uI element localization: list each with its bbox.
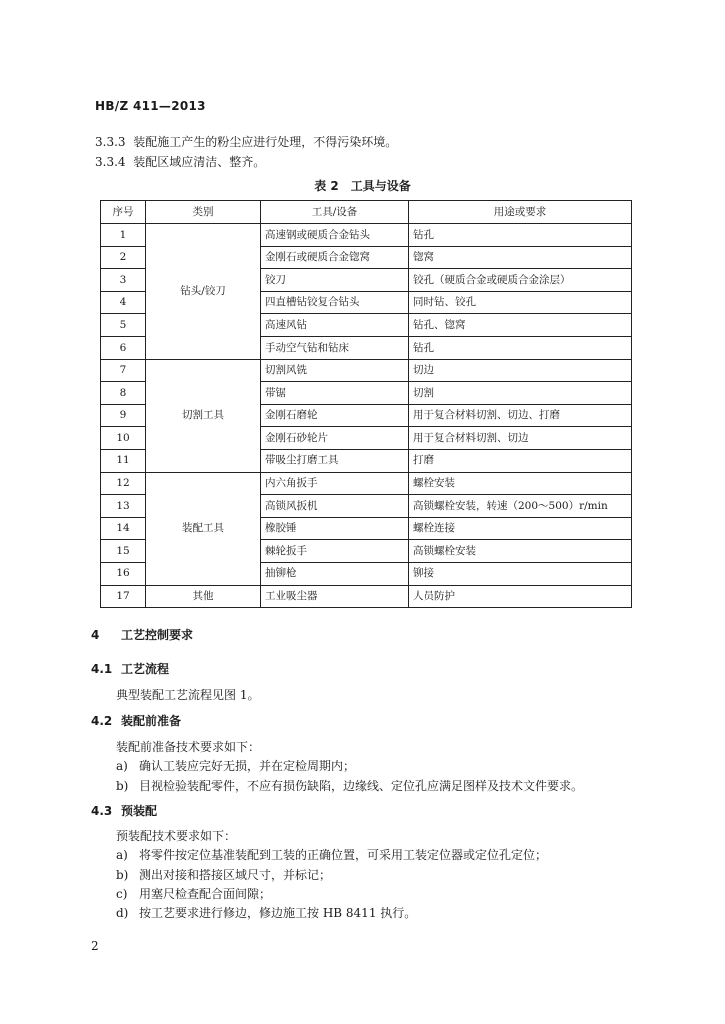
cell-seq: 17	[101, 585, 146, 608]
item-text: 将零件按定位基准装配到工装的正确位置，可采用工装定位器或定位孔定位；	[139, 848, 548, 862]
cell-category: 切割工具	[146, 359, 261, 472]
cell-use: 高锁螺栓安装，转速（200～500）r/min	[409, 495, 632, 518]
clause-text: 装配施工产生的粉尘应进行处理，不得污染环境。	[133, 135, 398, 149]
table-row	[101, 472, 632, 495]
table-caption: 表 2 工具与设备	[314, 179, 411, 193]
item-text: 测出对接和搭接区域尺寸，并标记；	[139, 868, 332, 882]
cell-seq: 9	[101, 404, 146, 427]
clause-3-3-4	[95, 153, 265, 170]
section-number: 4.1	[91, 662, 113, 676]
table-header-row	[101, 201, 632, 224]
header-use: 用途或要求	[409, 201, 632, 224]
cell-tool: 手动空气钻和钻床	[261, 336, 409, 359]
item-text: 确认工装应完好无损，并在定检周期内；	[139, 759, 356, 773]
cell-tool: 内六角扳手	[261, 472, 409, 495]
s43-item-d	[116, 904, 416, 921]
section-number: 4.2	[91, 714, 113, 728]
cell-seq: 6	[101, 336, 146, 359]
cell-use: 高锁螺栓安装	[409, 540, 632, 563]
cell-seq: 7	[101, 359, 146, 382]
cell-seq: 14	[101, 517, 146, 540]
cell-seq: 8	[101, 382, 146, 405]
cell-seq: 2	[101, 246, 146, 269]
section-4-3-heading	[91, 802, 157, 819]
s41-body: 典型装配工艺流程见图 1。	[116, 688, 260, 702]
clause-number: 3.3.4	[95, 155, 126, 169]
section-4-2-heading	[91, 712, 181, 729]
cell-use: 用于复合材料切割、切边	[409, 427, 632, 450]
section-title: 工艺控制要求	[121, 628, 194, 642]
section-4-heading	[91, 626, 193, 643]
cell-use: 切割	[409, 382, 632, 405]
item-marker: a)	[116, 759, 128, 773]
section-4-1-heading	[91, 660, 169, 677]
item-text: 用塞尺检查配合面间隙；	[139, 887, 272, 901]
cell-use: 用于复合材料切割、切边、打磨	[409, 404, 632, 427]
clause-3-3-3	[95, 133, 397, 150]
cell-seq: 12	[101, 472, 146, 495]
cell-use: 人员防护	[409, 585, 632, 608]
s42-item-b	[116, 777, 583, 794]
cell-seq: 11	[101, 449, 146, 472]
cell-category: 装配工具	[146, 472, 261, 585]
cell-tool: 带吸尘打磨工具	[261, 449, 409, 472]
tools-equipment-table	[100, 200, 632, 608]
document-code: HB/Z 411—2013	[95, 99, 206, 113]
cell-use: 螺栓连接	[409, 517, 632, 540]
item-marker: b)	[116, 868, 129, 882]
s42-item-a	[116, 757, 355, 774]
cell-tool: 抽铆枪	[261, 562, 409, 585]
cell-use: 切边	[409, 359, 632, 382]
item-marker: a)	[116, 848, 128, 862]
cell-tool: 棘轮扳手	[261, 540, 409, 563]
header-category: 类别	[146, 201, 261, 224]
section-number: 4	[91, 628, 100, 642]
header-tool: 工具/设备	[261, 201, 409, 224]
cell-seq: 16	[101, 562, 146, 585]
cell-tool: 金刚石磨轮	[261, 404, 409, 427]
s43-item-c	[116, 885, 271, 902]
cell-use: 铆接	[409, 562, 632, 585]
s43-item-b	[116, 866, 331, 883]
item-marker: b)	[116, 779, 129, 793]
cell-use: 钻孔	[409, 336, 632, 359]
cell-tool: 高速风钻	[261, 314, 409, 337]
item-text: 目视检验装配零件，不应有损伤缺陷，边缘线、定位孔应满足图样及技术文件要求。	[139, 779, 584, 793]
cell-seq: 5	[101, 314, 146, 337]
cell-use: 打磨	[409, 449, 632, 472]
cell-category: 钻头/铰刀	[146, 224, 261, 360]
cell-use: 螺栓安装	[409, 472, 632, 495]
cell-seq: 10	[101, 427, 146, 450]
header-seq: 序号	[101, 201, 146, 224]
cell-seq: 13	[101, 495, 146, 518]
cell-seq: 4	[101, 291, 146, 314]
cell-tool: 切割风铣	[261, 359, 409, 382]
item-marker: d)	[116, 906, 129, 920]
cell-use: 钻孔	[409, 224, 632, 247]
page-number: 2	[91, 939, 99, 953]
s43-intro: 预装配技术要求如下：	[116, 829, 237, 843]
section-number: 4.3	[91, 804, 113, 818]
cell-tool: 带锯	[261, 382, 409, 405]
item-text: 按工艺要求进行修边，修边施工按 HB 8411 执行。	[139, 906, 417, 920]
cell-tool: 工业吸尘器	[261, 585, 409, 608]
cell-seq: 1	[101, 224, 146, 247]
cell-category: 其他	[146, 585, 261, 608]
cell-seq: 3	[101, 269, 146, 292]
section-title: 预装配	[121, 804, 158, 818]
section-title: 装配前准备	[121, 714, 182, 728]
cell-tool: 铰刀	[261, 269, 409, 292]
cell-use: 铰孔（硬质合金或硬质合金涂层）	[409, 269, 632, 292]
cell-use: 锪窝	[409, 246, 632, 269]
cell-tool: 四直槽钻铰复合钻头	[261, 291, 409, 314]
table-row	[101, 224, 632, 247]
cell-use: 钻孔、锪窝	[409, 314, 632, 337]
cell-use: 同时钻、铰孔	[409, 291, 632, 314]
table-row	[101, 359, 632, 382]
table-row	[101, 585, 632, 608]
s43-item-a	[116, 846, 547, 863]
cell-tool: 高速钢或硬质合金钻头	[261, 224, 409, 247]
cell-tool: 金刚石或硬质合金锪窝	[261, 246, 409, 269]
clause-text: 装配区域应清洁、整齐。	[133, 155, 266, 169]
item-marker: c)	[116, 887, 128, 901]
section-title: 工艺流程	[121, 662, 170, 676]
cell-tool: 金刚石砂轮片	[261, 427, 409, 450]
s42-intro: 装配前准备技术要求如下：	[116, 740, 261, 754]
cell-seq: 15	[101, 540, 146, 563]
clause-number: 3.3.3	[95, 135, 126, 149]
cell-tool: 高锁风扳机	[261, 495, 409, 518]
cell-tool: 橡胶锤	[261, 517, 409, 540]
